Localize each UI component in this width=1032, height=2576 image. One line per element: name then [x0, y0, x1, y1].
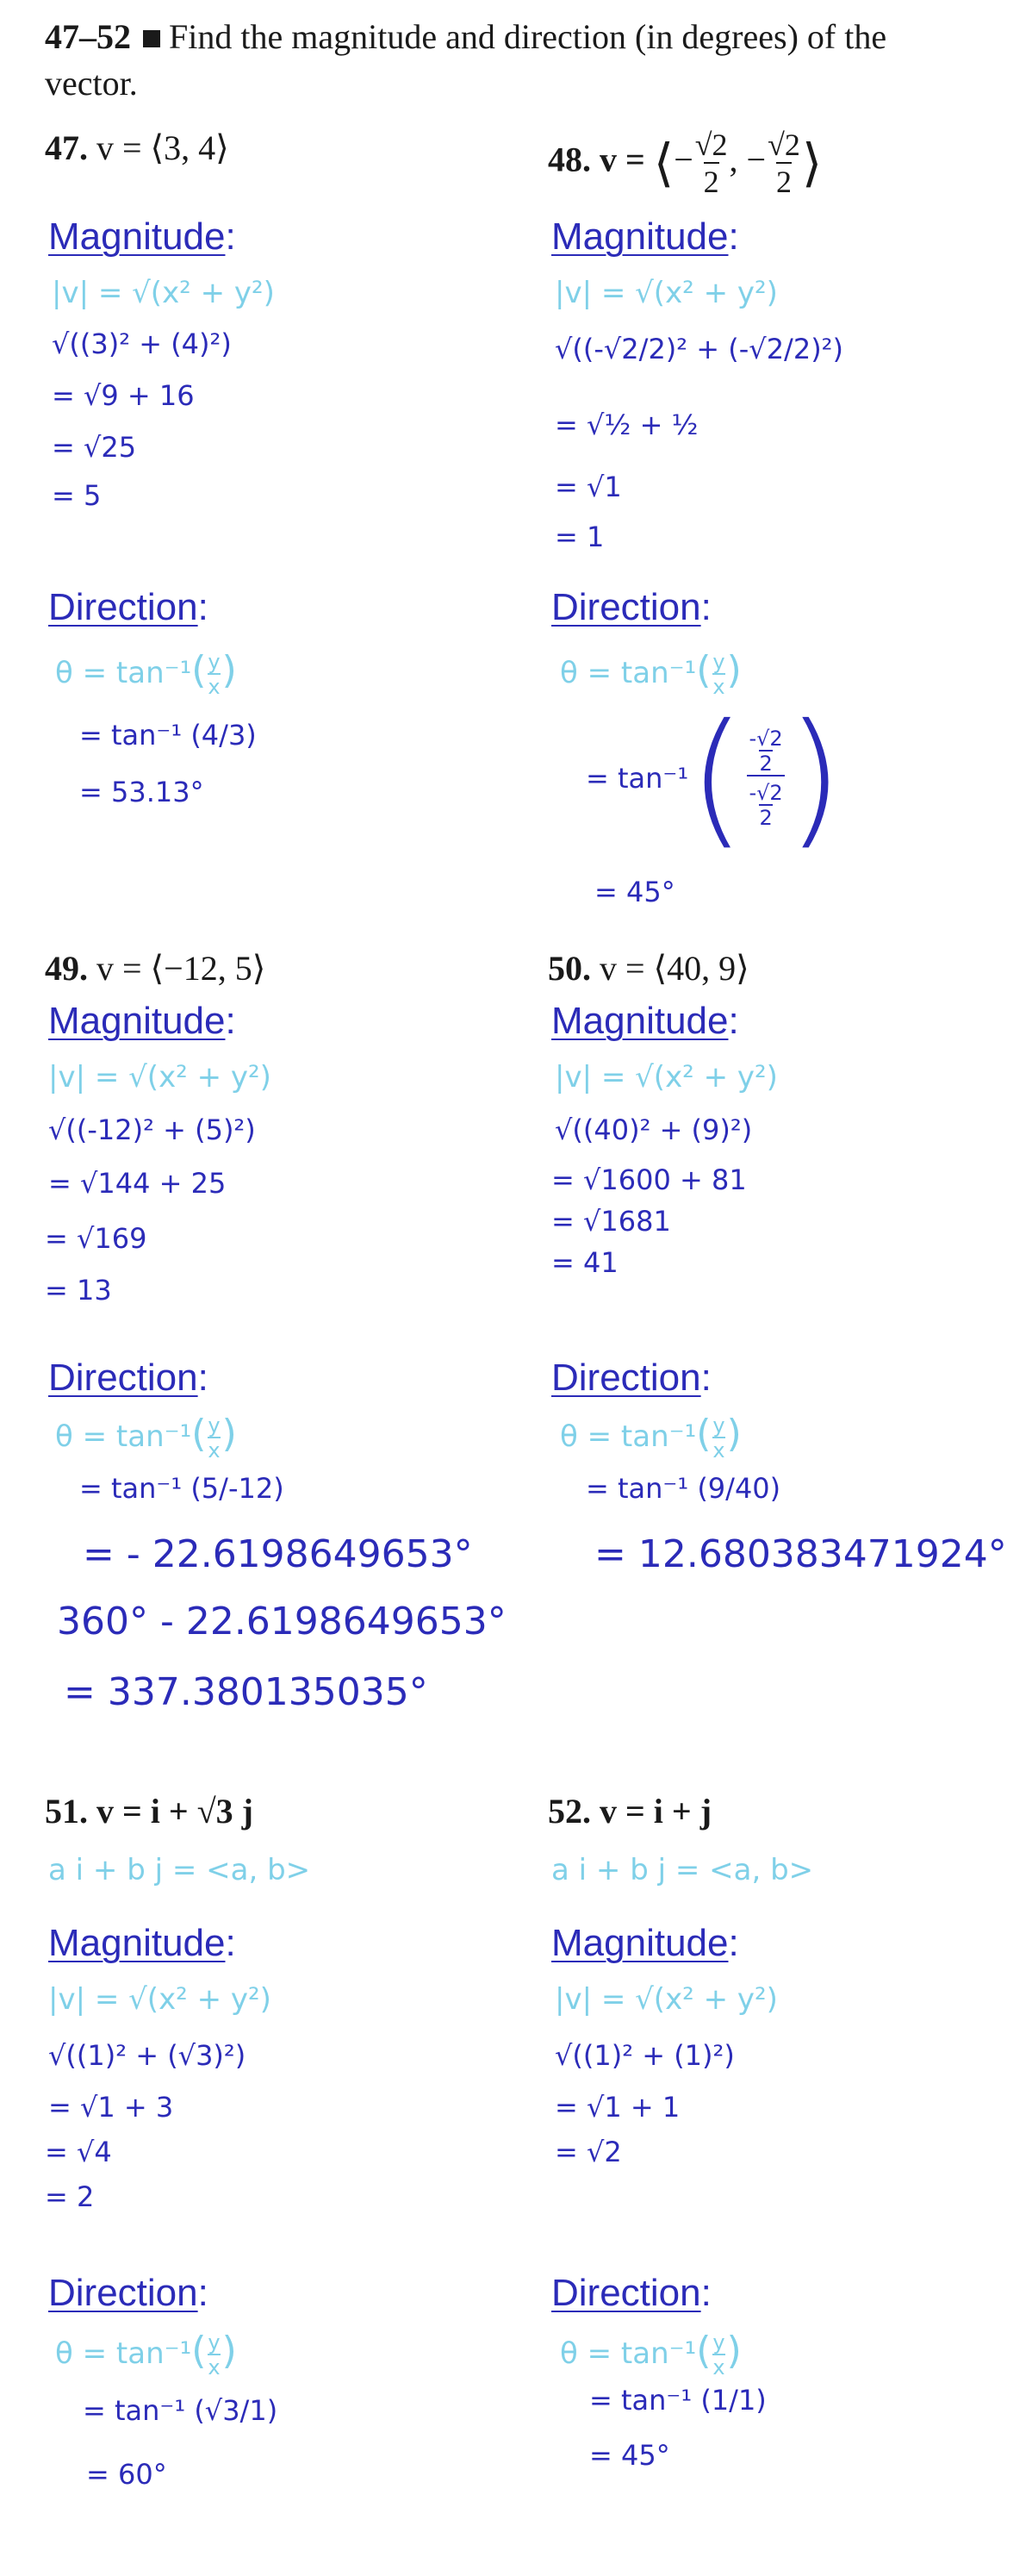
direction-result: = 337.380135035°	[64, 1670, 428, 1714]
magnitude-step: = √½ + ½	[555, 409, 699, 441]
square-bullet-icon	[143, 30, 160, 47]
magnitude-formula: |v| = √(x² + y²)	[555, 276, 778, 310]
problem-51-title	[45, 1791, 253, 1831]
direction-result: = 12.680383471924°	[594, 1532, 1007, 1576]
direction-step: = tan⁻¹ (5/-12)	[79, 1472, 284, 1505]
magnitude-step: = √1	[555, 471, 622, 503]
instruction-text: Find the magnitude and direction (in degrees) of the	[169, 17, 887, 56]
problem-number: 47.	[45, 128, 88, 167]
direction-result: = 53.13°	[79, 776, 204, 808]
direction-result: = 60°	[86, 2458, 167, 2491]
magnitude-label: Magnitude:	[48, 215, 236, 258]
magnitude-step: = √1681	[551, 1205, 671, 1238]
problem-number: 50.	[548, 949, 591, 988]
magnitude-label: Magnitude:	[551, 1922, 739, 1964]
magnitude-step: = √25	[52, 431, 137, 464]
magnitude-formula: |v| = √(x² + y²)	[555, 1982, 778, 2017]
magnitude-step: √((1)² + (√3)²)	[48, 2039, 246, 2072]
magnitude-step: = √1600 + 81	[551, 1163, 747, 1196]
instruction-text-line2: vector.	[45, 64, 138, 103]
magnitude-step: = √1 + 1	[555, 2091, 681, 2124]
problem-47-title	[45, 128, 229, 168]
direction-formula: θ = tan⁻¹( $\frac{y}{x}$ )	[560, 2329, 742, 2380]
magnitude-result: = 5	[52, 479, 102, 512]
vector-expression: v = i + √3 j	[96, 1792, 253, 1831]
problem-49-title	[45, 948, 265, 989]
magnitude-result: = 2	[45, 2180, 95, 2213]
problem-number: 49.	[45, 949, 88, 988]
magnitude-result: = 13	[45, 1274, 112, 1307]
vector-expression: v = i + j	[600, 1792, 712, 1831]
problem-number: 48.	[548, 140, 591, 179]
direction-step: = tan⁻¹ (9/40)	[586, 1472, 781, 1505]
magnitude-step: √((3)² + (4)²)	[52, 327, 232, 360]
direction-formula: θ = tan⁻¹( $\frac{y}{x}$ )	[55, 648, 237, 699]
direction-formula: θ = tan⁻¹( $\frac{y}{x}$ )	[55, 2329, 237, 2380]
direction-label: Direction:	[551, 2272, 712, 2314]
magnitude-formula: |v| = √(x² + y²)	[52, 276, 275, 310]
direction-step: = tan⁻¹ (√3/1)	[83, 2394, 278, 2427]
direction-step: = tan⁻¹ (1/1)	[589, 2384, 767, 2417]
magnitude-step: = √169	[45, 1222, 147, 1255]
direction-step: 360° - 22.6198649653°	[57, 1600, 507, 1644]
magnitude-formula: |v| = √(x² + y²)	[48, 1982, 271, 2017]
magnitude-step: √((1)² + (1)²)	[555, 2039, 735, 2072]
magnitude-label: Magnitude:	[48, 1922, 236, 1964]
direction-formula: θ = tan⁻¹( $\frac{y}{x}$ )	[55, 1412, 237, 1463]
direction-result: = 45°	[594, 876, 675, 908]
magnitude-step: = √4	[45, 2136, 112, 2168]
magnitude-step: √((40)² + (9)²)	[555, 1113, 753, 1146]
direction-label: Direction:	[551, 586, 712, 628]
magnitude-result: = √2	[555, 2136, 622, 2168]
magnitude-formula: |v| = √(x² + y²)	[48, 1060, 271, 1095]
exercise-header	[45, 14, 1010, 107]
direction-label: Direction:	[48, 586, 208, 628]
magnitude-formula: |v| = √(x² + y²)	[555, 1060, 778, 1095]
component-form-formula: a i + b j = <a, b>	[48, 1853, 311, 1887]
direction-label: Direction:	[48, 1357, 208, 1399]
direction-formula: θ = tan⁻¹( $\frac{y}{x}$ )	[560, 648, 742, 699]
vector-expression: v = ⟨40, 9⟩	[600, 949, 749, 988]
magnitude-label: Magnitude:	[551, 1000, 739, 1042]
direction-step: = tan⁻¹ ( $\frac{\frac{-√2}{2}}{\frac{-√2}{2}}$ )	[586, 693, 844, 864]
vector-expression: v = ⟨3, 4⟩	[96, 128, 229, 167]
direction-step: = tan⁻¹ (4/3)	[79, 719, 257, 752]
problem-number: 51.	[45, 1792, 88, 1831]
component-form-formula: a i + b j = <a, b>	[551, 1853, 814, 1887]
magnitude-step: = √144 + 25	[48, 1167, 227, 1200]
magnitude-result: = 41	[551, 1246, 619, 1279]
problem-number: 52.	[548, 1792, 591, 1831]
direction-formula: θ = tan⁻¹( $\frac{y}{x}$ )	[560, 1412, 742, 1463]
magnitude-step: = √9 + 16	[52, 379, 195, 412]
direction-label: Direction:	[551, 1357, 712, 1399]
magnitude-result: = 1	[555, 521, 605, 553]
vector-prefix: v =	[600, 140, 645, 179]
magnitude-step: √((-12)² + (5)²)	[48, 1113, 256, 1146]
direction-label: Direction:	[48, 2272, 208, 2314]
vector-expression: v = ⟨−12, 5⟩	[96, 949, 266, 988]
magnitude-label: Magnitude:	[551, 215, 739, 258]
problem-50-title	[548, 948, 749, 989]
direction-step: = - 22.6198649653°	[83, 1532, 473, 1576]
direction-result: = 45°	[589, 2439, 670, 2472]
magnitude-label: Magnitude:	[48, 1000, 236, 1042]
magnitude-step: = √1 + 3	[48, 2091, 174, 2124]
problem-48-title: 48. v = ⟨− $\frac{√2}{2}$ , − $\frac{√2}{2}$ ⟩	[548, 128, 823, 199]
magnitude-step: √((-√2/2)² + (-√2/2)²)	[555, 333, 843, 365]
problem-52-title	[548, 1791, 712, 1831]
exercise-range: 47–52	[45, 17, 131, 56]
